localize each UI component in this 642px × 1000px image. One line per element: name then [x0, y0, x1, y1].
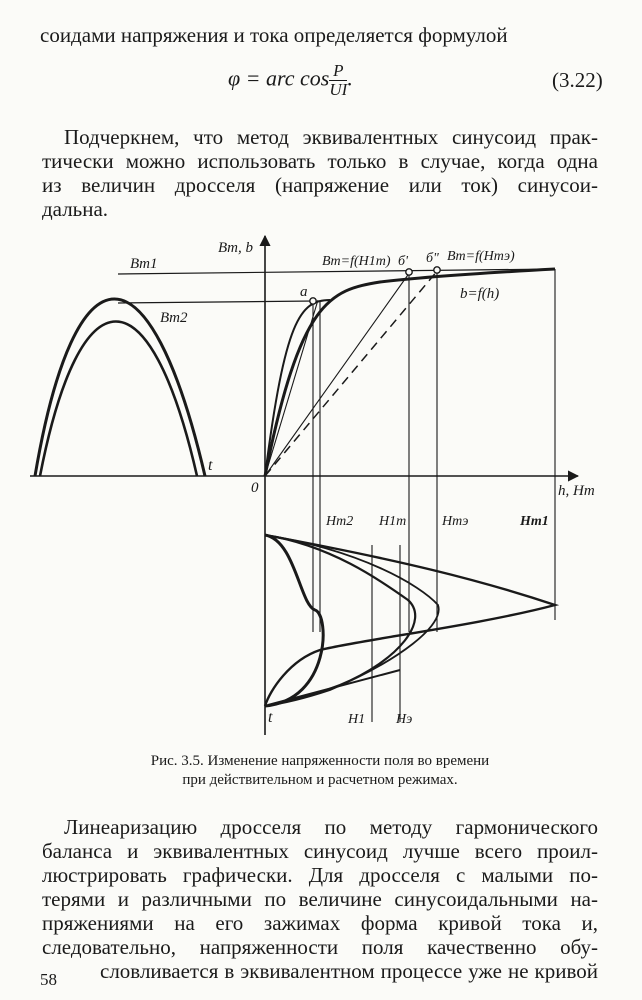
- figure-3-5: [0, 225, 642, 745]
- caption-line-1: Рис. 3.5. Изменение напряженности поля во времени: [150, 753, 490, 769]
- paragraph-2-line-3: люстрировать графически. Для дросселя с малыми по-: [42, 863, 598, 887]
- caption-line-2: при действительном и расчетном режимах.: [182, 772, 458, 788]
- equation-number: (3.22): [552, 68, 603, 92]
- label-x-axis: h, Hm: [558, 483, 595, 499]
- label-h1: H1: [348, 712, 366, 727]
- paragraph-2-line-6: следовательно, напряженности поля качественно обу-: [42, 935, 598, 959]
- label-bm1: Bm1: [130, 256, 158, 272]
- label-hm1: Hm1: [520, 514, 549, 529]
- magnetization-curve-bm: [265, 269, 555, 476]
- paragraph-2-line-4: терями и различными по величине синусоидальными на-: [42, 887, 598, 911]
- formula-3-22: [228, 62, 353, 99]
- label-curve-bme: Bm=f(Hmэ): [447, 249, 515, 264]
- paragraph-2-line-5: пряжениями на его зажимах форма кривой тока и,: [42, 911, 598, 935]
- paragraph-1-line-4: дальна.: [42, 197, 109, 221]
- point-b1-marker: [406, 269, 412, 275]
- paragraph-1-line-3: из величин дросселя (напряжение или ток) синусои-: [42, 173, 598, 197]
- paragraph-2-line-2: баланса и эквивалентных синусоид лучше всего проил-: [42, 839, 598, 863]
- point-b2-marker: [434, 267, 440, 273]
- paragraph-1-line-2: тически можно использовать только в случае, когда одна: [42, 149, 598, 173]
- paragraph-2-line-7: словливается в эквивалентном процессе уже не кривой: [100, 959, 598, 983]
- paragraph-1-line-1: Подчеркнем, что метод эквивалентных синусоид прак-: [64, 125, 598, 149]
- page-number: 58: [40, 970, 57, 989]
- label-he: Hэ: [396, 712, 413, 727]
- text-line-top: соидами напряжения и тока определяется формулой: [40, 23, 508, 47]
- label-curve-b: b=f(h): [460, 286, 500, 302]
- label-point-a: a: [300, 284, 308, 300]
- label-y-axis: Bm, b: [218, 240, 253, 256]
- label-h1m: H1m: [379, 514, 407, 529]
- paragraph-2-line-1: Линеаризацию дросселя по методу гармонического: [64, 815, 598, 839]
- label-t-bottom: t: [268, 709, 273, 726]
- formula-denominator: UI: [329, 80, 348, 99]
- bm2-curve: [40, 322, 197, 477]
- label-bm2: Bm2: [160, 310, 188, 326]
- label-t-axis: t: [208, 457, 213, 474]
- label-point-b1: б': [398, 254, 409, 269]
- formula-end: .: [347, 65, 353, 91]
- label-origin: 0: [251, 480, 259, 496]
- label-hme: Hmэ: [442, 514, 469, 529]
- label-curve-bm: Bm=f(H1m): [322, 254, 391, 269]
- label-point-b2: б": [426, 251, 439, 266]
- formula-numerator: P: [329, 62, 347, 81]
- point-a-marker: [310, 298, 316, 304]
- formula-lhs: φ = arc cos: [228, 65, 330, 91]
- formula-fraction: [329, 62, 347, 99]
- label-hm2: Hm2: [326, 514, 354, 529]
